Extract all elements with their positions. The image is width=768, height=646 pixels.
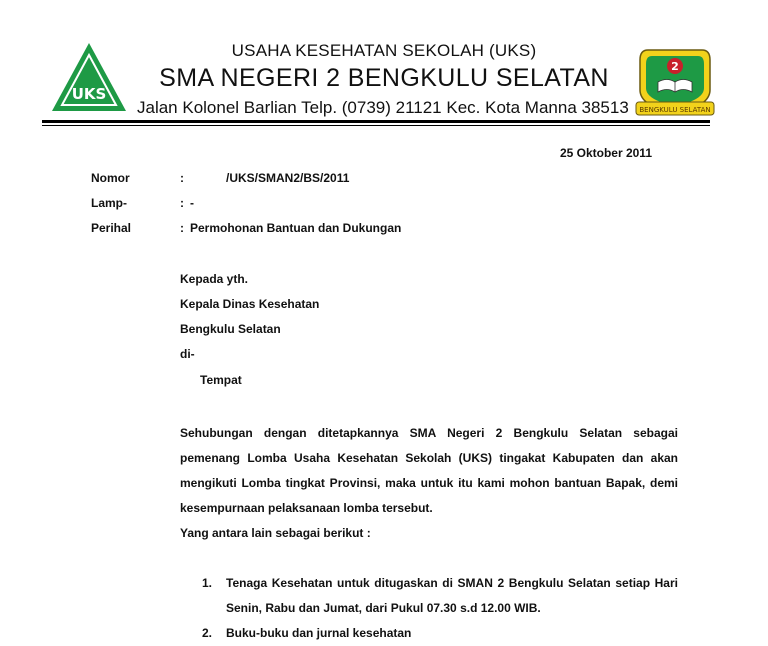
header-divider-thin [42,125,710,126]
list-item-number: 2. [202,626,213,640]
school-logo-text: BENGKULU SELATAN [639,106,711,114]
list-item-number: 1. [202,576,213,590]
address-line-3: Bengkulu Selatan [180,322,281,336]
meta-colon-perihal: : [180,221,184,235]
meta-value-perihal: Permohonan Bantuan dan Dukungan [190,221,402,235]
list-item-text: Buku-buku dan jurnal kesehatan [226,626,412,640]
request-list [180,571,678,646]
meta-label-nomor: Nomor [91,171,130,185]
header-address: Jalan Kolonel Barlian Telp. (0739) 21121 Kec. Kota Manna 38513 [137,98,629,117]
body-intro: Yang antara lain sebagai berikut : [180,526,371,540]
letter-date: 25 Oktober 2011 [559,146,652,160]
meta-value-nomor: /UKS/SMAN2/BS/2011 [226,171,350,185]
address-line-5: Tempat [200,373,242,387]
meta-colon-nomor: : [180,171,184,185]
meta-colon-lamp: : [180,196,184,210]
header-org: USAHA KESEHATAN SEKOLAH (UKS) [231,41,537,60]
meta-label-perihal: Perihal [91,221,132,235]
list-item-text: Tenaga Kesehatan untuk ditugaskan di SMAN 2 Bengkulu Selatan setiap Hari Senin, Rabu dan Jumat, dari Pukul 07.30 s.d 12.00 WIB. [226,576,678,615]
body-paragraph: Sehubungan dengan ditetapkannya SMA Negeri 2 Bengkulu Selatan sebagai pemenang Lomba Usaha Kesehatan Sekolah (UKS) tingakat Kabupaten dan akan mengikuti Lomba tingkat Provinsi, maka untuk itu kami mohon bantuan Bapak, demi kesempurnaan pelaksanaan lomba tersebut. [180,426,678,515]
header-divider-thick [42,120,710,123]
school-logo-number: 2 [671,60,679,73]
list-item [180,621,678,646]
address-line-2: Kepala Dinas Kesehatan [180,297,320,311]
address-line-4: di- [180,347,195,361]
uks-logo-text: UKS [71,85,107,103]
meta-value-lamp: - [190,196,194,210]
address-line-1: Kepada yth. [180,272,249,286]
header-school-name: SMA NEGERI 2 BENGKULU SELATAN [159,64,609,92]
letter-body [180,421,678,546]
list-item [180,571,678,621]
meta-label-lamp: Lamp- [91,196,127,210]
